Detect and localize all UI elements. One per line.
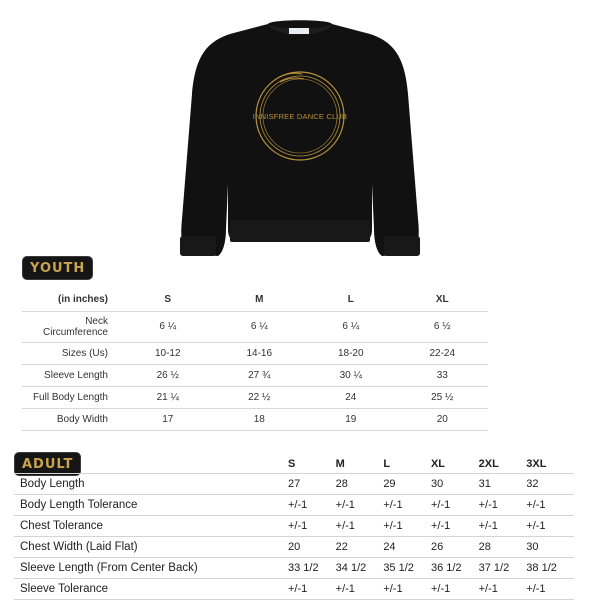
table-cell: +/-1: [288, 515, 336, 536]
header-xl: XL: [435, 294, 449, 306]
table-row: [22, 386, 488, 408]
youth-badge: YOUTH: [22, 256, 93, 280]
table-cell: 10-12: [122, 342, 214, 364]
table-cell: +/-1: [479, 494, 527, 515]
table-cell: +/-1: [383, 515, 431, 536]
table-cell: 34 1/2: [336, 557, 384, 578]
table-cell: 24: [383, 536, 431, 557]
table-cell: 17: [122, 408, 214, 430]
table-cell: 21 ¼: [122, 386, 214, 408]
table-cell: +/-1: [288, 494, 336, 515]
table-cell: 38 1/2: [526, 557, 574, 578]
row-label: Body Length Tolerance: [14, 494, 288, 515]
row-label: Sleeve Length (From Center Back): [14, 557, 288, 578]
table-cell: 6 ¼: [305, 311, 397, 342]
header-l: L: [383, 457, 391, 470]
header-xl: XL: [430, 457, 446, 470]
table-row: [14, 557, 574, 578]
table-cell: 30: [526, 536, 574, 557]
table-cell: 26: [431, 536, 479, 557]
table-cell: 28: [479, 536, 527, 557]
header-s: S: [288, 457, 296, 470]
row-label: Chest Tolerance: [14, 515, 288, 536]
table-cell: 20: [397, 408, 489, 430]
table-cell: +/-1: [383, 578, 431, 599]
sweatshirt-image: [150, 14, 450, 264]
table-header-row: [22, 289, 488, 311]
adult-badge: ADULT: [14, 452, 81, 476]
table-cell: 37 1/2: [479, 557, 527, 578]
units-header: (in inches): [57, 294, 108, 306]
table-row: [14, 473, 574, 494]
table-cell: 26 ½: [122, 364, 214, 386]
table-cell: 29: [383, 473, 431, 494]
table-cell: 6 ¼: [214, 311, 306, 342]
table-cell: 33 1/2: [288, 557, 336, 578]
row-label: Sleeve Tolerance: [14, 578, 288, 599]
table-row: [14, 536, 574, 557]
table-cell: 18-20: [305, 342, 397, 364]
table-cell: 20: [288, 536, 336, 557]
header-m: M: [255, 294, 264, 306]
table-cell: 30 ¼: [305, 364, 397, 386]
table-cell: 6 ½: [397, 311, 489, 342]
table-cell: +/-1: [336, 578, 384, 599]
table-cell: +/-1: [431, 494, 479, 515]
table-cell: 14-16: [214, 342, 306, 364]
table-cell: +/-1: [383, 494, 431, 515]
table-header-row: [14, 455, 574, 473]
row-label: Sizes (Us): [22, 342, 122, 364]
table-cell: +/-1: [526, 515, 574, 536]
table-cell: 19: [305, 408, 397, 430]
header-m: M: [335, 457, 345, 470]
table-cell: 35 1/2: [383, 557, 431, 578]
youth-size-table: [22, 289, 488, 431]
table-cell: 33: [397, 364, 489, 386]
row-label: Neck Circumference: [22, 311, 122, 342]
table-cell: +/-1: [479, 578, 527, 599]
table-row: [22, 342, 488, 364]
row-label: Chest Width (Laid Flat): [14, 536, 288, 557]
table-cell: 27 ¾: [214, 364, 306, 386]
header-s: S: [164, 294, 172, 306]
header-2xl: 2XL: [478, 457, 499, 470]
table-row: [22, 364, 488, 386]
table-cell: +/-1: [288, 578, 336, 599]
table-cell: +/-1: [431, 578, 479, 599]
table-cell: 22 ½: [214, 386, 306, 408]
table-cell: 36 1/2: [431, 557, 479, 578]
table-cell: 24: [305, 386, 397, 408]
row-label: Body Width: [22, 408, 122, 430]
table-row: [22, 311, 488, 342]
table-row: [14, 578, 574, 599]
table-cell: 22: [336, 536, 384, 557]
table-cell: 28: [336, 473, 384, 494]
table-cell: +/-1: [526, 494, 574, 515]
logo-text: INNISFREE DANCE CLUB: [252, 112, 348, 121]
table-cell: +/-1: [431, 515, 479, 536]
row-label: Body Length: [14, 473, 288, 494]
table-cell: 32: [526, 473, 574, 494]
table-cell: +/-1: [336, 494, 384, 515]
table-row: [14, 515, 574, 536]
table-cell: 27: [288, 473, 336, 494]
header-l: L: [347, 294, 354, 306]
adult-size-table: [14, 455, 574, 600]
row-label: Full Body Length: [22, 386, 122, 408]
header-3xl: 3XL: [526, 457, 547, 470]
table-cell: +/-1: [479, 515, 527, 536]
table-row: [22, 408, 488, 430]
table-cell: +/-1: [336, 515, 384, 536]
table-cell: 30: [431, 473, 479, 494]
row-label: Sleeve Length: [22, 364, 122, 386]
table-cell: 6 ¼: [122, 311, 214, 342]
table-row: [14, 494, 574, 515]
header-spacer: [14, 455, 288, 473]
table-cell: 22-24: [397, 342, 489, 364]
table-cell: +/-1: [526, 578, 574, 599]
table-cell: 31: [479, 473, 527, 494]
table-cell: 18: [214, 408, 306, 430]
table-cell: 25 ½: [397, 386, 489, 408]
